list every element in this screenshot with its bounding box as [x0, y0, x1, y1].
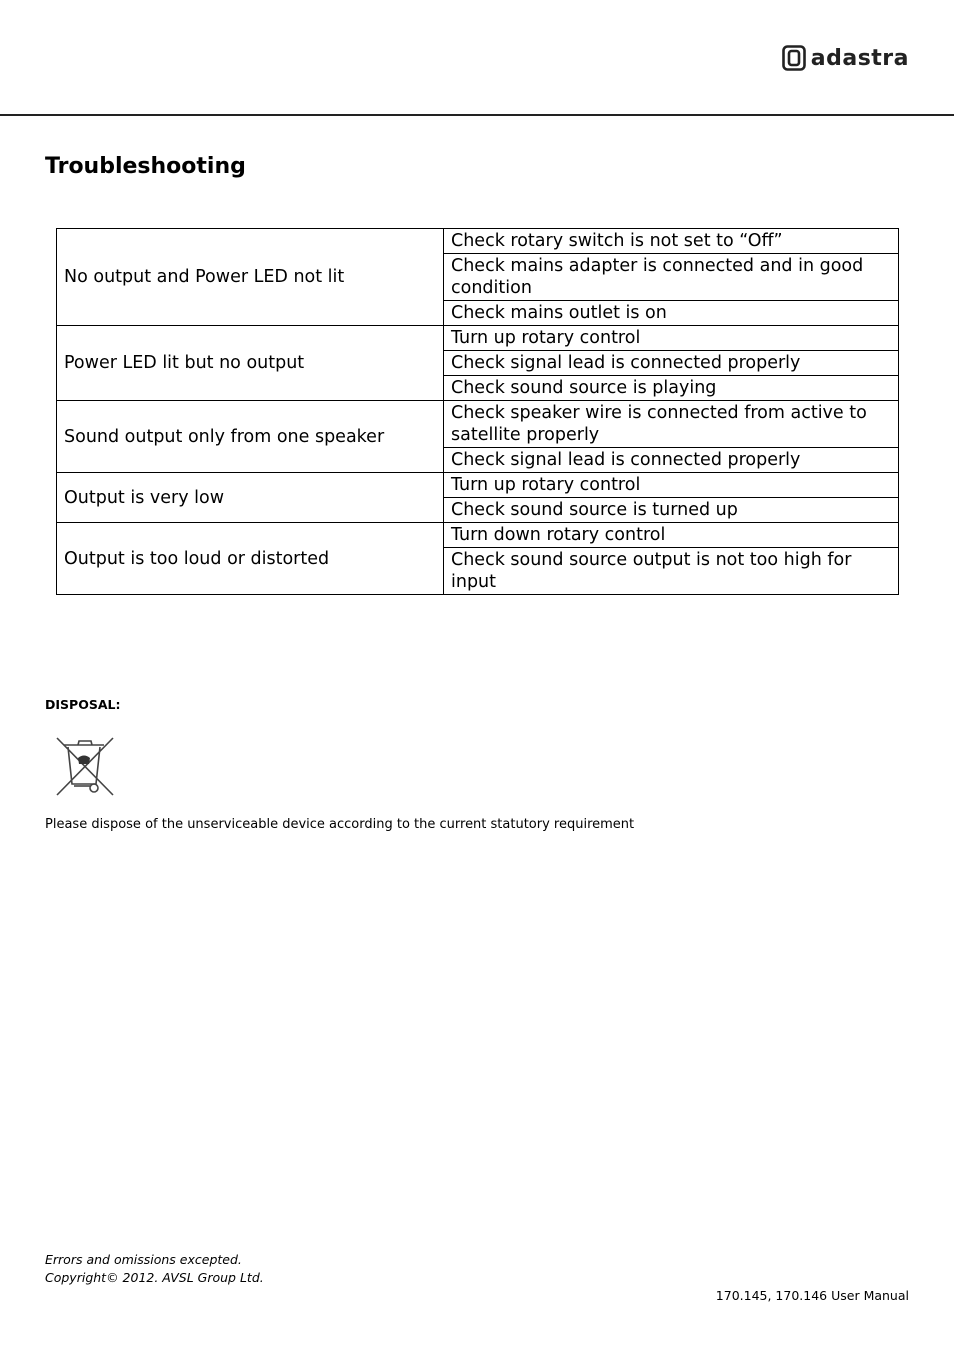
check-cell: Check signal lead is connected properly — [444, 448, 899, 473]
table-row — [57, 401, 899, 448]
table-row — [57, 326, 899, 351]
check-cell: Check mains outlet is on — [444, 301, 899, 326]
check-cell: Check sound source is turned up — [444, 498, 899, 523]
problem-cell: Output is too loud or distorted — [57, 523, 444, 595]
footer-notes — [45, 1251, 264, 1287]
check-cell: Check speaker wire is connected from active to satellite properly — [444, 401, 899, 448]
problem-cell: No output and Power LED not lit — [57, 229, 444, 326]
page-title: Troubleshooting — [45, 154, 246, 179]
table-row — [57, 473, 899, 498]
header-divider — [0, 114, 954, 116]
brand-logo — [782, 44, 909, 72]
adastra-logo-icon — [782, 45, 806, 71]
disposal-heading: DISPOSAL: — [45, 697, 121, 712]
problem-cell: Output is very low — [57, 473, 444, 523]
troubleshooting-table — [56, 228, 899, 595]
problem-cell: Power LED lit but no output — [57, 326, 444, 401]
problem-cell: Sound output only from one speaker — [57, 401, 444, 473]
manual-reference: 170.145, 170.146 User Manual — [715, 1288, 909, 1303]
check-cell: Turn down rotary control — [444, 523, 899, 548]
errors-note: Errors and omissions excepted. — [45, 1252, 242, 1267]
table-row — [57, 229, 899, 254]
check-cell: Turn up rotary control — [444, 473, 899, 498]
check-cell: Check mains adapter is connected and in good condition — [444, 254, 899, 301]
check-cell: Check sound source output is not too high for input — [444, 548, 899, 595]
weee-crossed-bin-icon — [54, 734, 116, 798]
check-cell: Check rotary switch is not set to “Off” — [444, 229, 899, 254]
check-cell: Check signal lead is connected properly — [444, 351, 899, 376]
check-cell: Turn up rotary control — [444, 326, 899, 351]
table-row — [57, 523, 899, 548]
check-cell: Check sound source is playing — [444, 376, 899, 401]
copyright-note: Copyright© 2012. AVSL Group Ltd. — [45, 1270, 264, 1285]
brand-name: adastra — [810, 45, 909, 71]
disposal-text: Please dispose of the unserviceable device according to the current statutory requirement — [45, 817, 635, 832]
